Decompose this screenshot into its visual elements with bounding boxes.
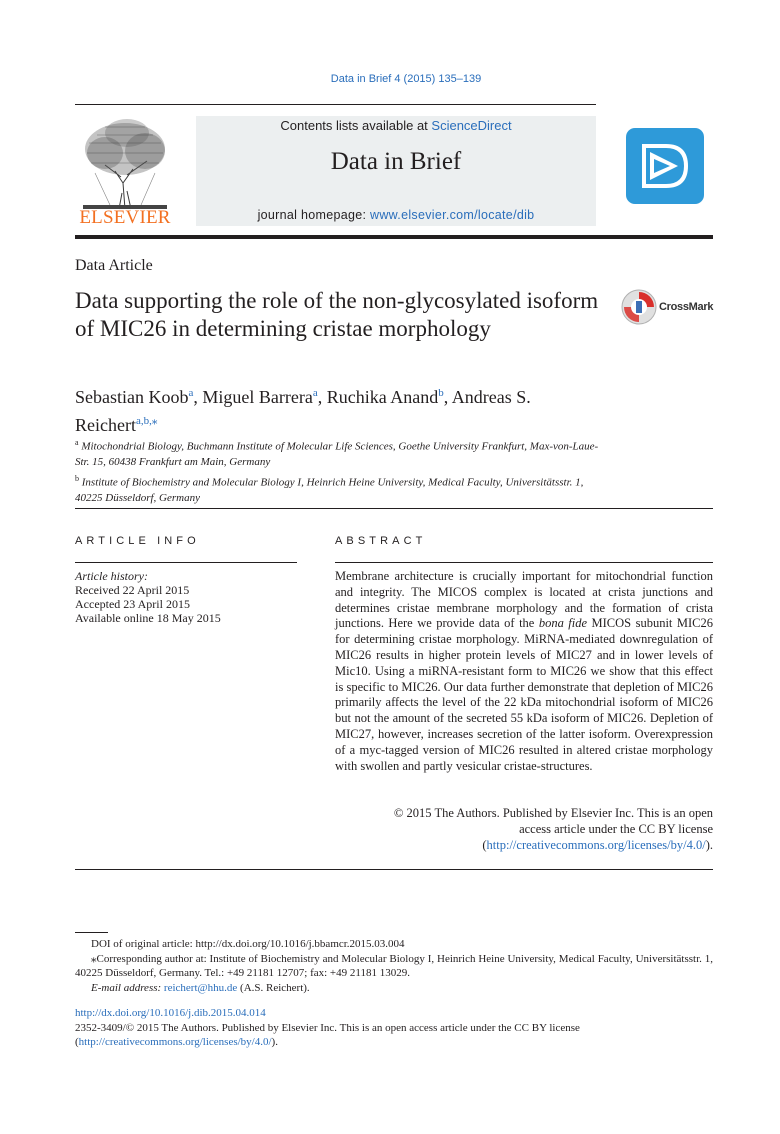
affiliation-text: Mitochondrial Biology, Buchmann Institute of Molecular Life Sciences, Goethe University Frankfurt, Max-von-Laue-Str. 15, 60438 Frankfurt am Main, Germany <box>75 440 599 469</box>
affiliation-a <box>75 435 605 471</box>
history-label: Article history: <box>75 569 148 583</box>
affiliation-key: b <box>75 473 79 483</box>
abstract-part-1: Membrane architecture is crucially important for mitochondrial function and integrity. The MICOS complex is located at crista junctions and determines cristae membrane morphology and the formation of crista junctions. Here we provide data of the <box>335 569 713 631</box>
affiliation-text: Institute of Biochemistry and Molecular Biology I, Heinrich Heine University, Medical Faculty, Universitätsstr. 1, 40225 Düsseldorf, Germany <box>75 476 584 504</box>
journal-reference[interactable]: Data in Brief 4 (2015) 135–139 <box>330 73 482 85</box>
contents-line <box>196 118 596 133</box>
footnotes <box>75 937 713 995</box>
license-statement <box>335 806 713 853</box>
email-link[interactable]: reichert@hhu.de <box>163 981 238 994</box>
article-doi-link[interactable]: http://dx.doi.org/10.1016/j.dib.2015.04.014 <box>75 1007 266 1019</box>
crossmark-button[interactable] <box>620 288 714 326</box>
author-affiliation-mark[interactable]: a <box>312 387 318 399</box>
author-name[interactable]: Sebastian Koob <box>75 387 189 407</box>
author-list <box>75 381 595 437</box>
journal-title: Data in Brief <box>330 148 462 175</box>
footnote-rule <box>75 932 108 933</box>
article-type: Data Article <box>75 257 153 274</box>
issn-line: 2352-3409/© 2015 The Authors. Published by Elsevier Inc. This is an open access article under the CC BY license <box>75 1021 580 1034</box>
contents-prefix: Contents lists available at <box>280 118 432 133</box>
dib-logo <box>626 128 704 204</box>
article-history <box>75 569 295 625</box>
abstract-italic: bona fide <box>538 616 588 631</box>
author-separator: , <box>193 387 203 407</box>
section-rule <box>75 508 713 509</box>
cc-paren-open: ( <box>75 1036 79 1049</box>
author-affiliation-mark[interactable]: a <box>188 387 194 399</box>
author-affiliation-mark[interactable]: b <box>438 387 444 399</box>
license-paren-close: ). <box>705 837 713 852</box>
email-note <box>75 981 713 996</box>
abstract-rule <box>335 562 713 563</box>
online-date: Available online 18 May 2015 <box>75 611 221 625</box>
abstract-part-2: MICOS subunit MIC26 for determining cristae morphology. MiRNA-mediated downregulation of MIC26 results in higher protein levels of MIC27 and in lower levels of Mic10. Using a miRNA-resistant form to MIC26 we show that this effect is specific to MIC26. Our data further demonstrate that depletion of MIC26 primarily affects the level of the 22 kDa mitochondrial isoform of MIC26 but not the amount of the secreted 55 kDa isoform of MIC26. Depletion of MIC27, however, increases secretion of the latter isoform. Overexpression of a myc-tagged version of MIC26 resulted in altered cristae morphology with swollen and partly vesicular cristae-structures. <box>335 616 713 773</box>
license-link[interactable]: http://creativecommons.org/licenses/by/4.0/ <box>486 837 706 852</box>
cc-license-link[interactable]: http://creativecommons.org/licenses/by/4.0/ <box>78 1036 272 1049</box>
license-paren-open: ( <box>482 837 487 852</box>
crossmark-icon <box>620 288 658 326</box>
sciencedirect-link[interactable]: ScienceDirect <box>431 118 512 133</box>
received-date: Received 22 April 2015 <box>75 583 190 597</box>
crossmark-label: CrossMark <box>659 301 714 313</box>
author-affiliation-mark[interactable]: a,b,⁎ <box>135 415 158 427</box>
homepage-line <box>196 208 596 222</box>
email-suffix: (A.S. Reichert). <box>237 981 310 994</box>
elsevier-wordmark: ELSEVIER <box>79 207 171 228</box>
top-rule <box>75 104 596 105</box>
author-name[interactable]: Miguel Barrera <box>202 387 313 407</box>
abstract-text <box>335 569 713 774</box>
homepage-link[interactable]: www.elsevier.com/locate/dib <box>370 208 535 222</box>
abstract-bottom-rule <box>75 869 713 870</box>
article-info-rule <box>75 562 297 563</box>
license-line-3 <box>335 838 713 854</box>
author-name[interactable]: Andreas S. Reichert <box>75 387 531 435</box>
affiliations <box>75 435 605 506</box>
author-name[interactable]: Ruchika Anand <box>326 387 439 407</box>
author-separator: , <box>443 387 452 407</box>
corresponding-text: Corresponding author at: Institute of Biochemistry and Molecular Biology I, Heinrich Heine University, Medical Faculty, Universitätsstr. 1, 40225 Düsseldorf, Germany. Tel.: +49 21181 12707; fax: +49 21181 13029. <box>75 952 713 980</box>
author-separator: , <box>317 387 327 407</box>
article-info-heading: ARTICLE INFO <box>75 535 200 547</box>
cc-paren-close: ). <box>271 1036 278 1049</box>
accepted-date: Accepted 23 April 2015 <box>75 597 190 611</box>
affiliation-b <box>75 471 605 507</box>
article-title: Data supporting the role of the non-glycosylated isoform of MIC26 in determining cristae morphology <box>75 288 599 341</box>
license-line-1: © 2015 The Authors. Published by Elsevier Inc. This is an open <box>393 806 713 820</box>
original-article-doi: DOI of original article: http://dx.doi.org/10.1016/j.bbamcr.2015.03.004 <box>91 938 405 950</box>
license-line-2: access article under the CC BY license <box>519 821 713 836</box>
bottom-info <box>75 1006 713 1050</box>
cc-line <box>75 1035 713 1050</box>
corresponding-author-note <box>75 952 713 981</box>
email-label: E-mail address: <box>91 981 164 994</box>
elsevier-logo <box>75 113 175 228</box>
header-thick-rule <box>75 235 713 239</box>
abstract-heading: ABSTRACT <box>335 535 427 547</box>
affiliation-key: a <box>75 438 79 447</box>
homepage-label: journal homepage: <box>257 208 370 222</box>
corresponding-mark: ⁎ <box>91 952 97 965</box>
data-in-brief-icon <box>626 128 704 204</box>
